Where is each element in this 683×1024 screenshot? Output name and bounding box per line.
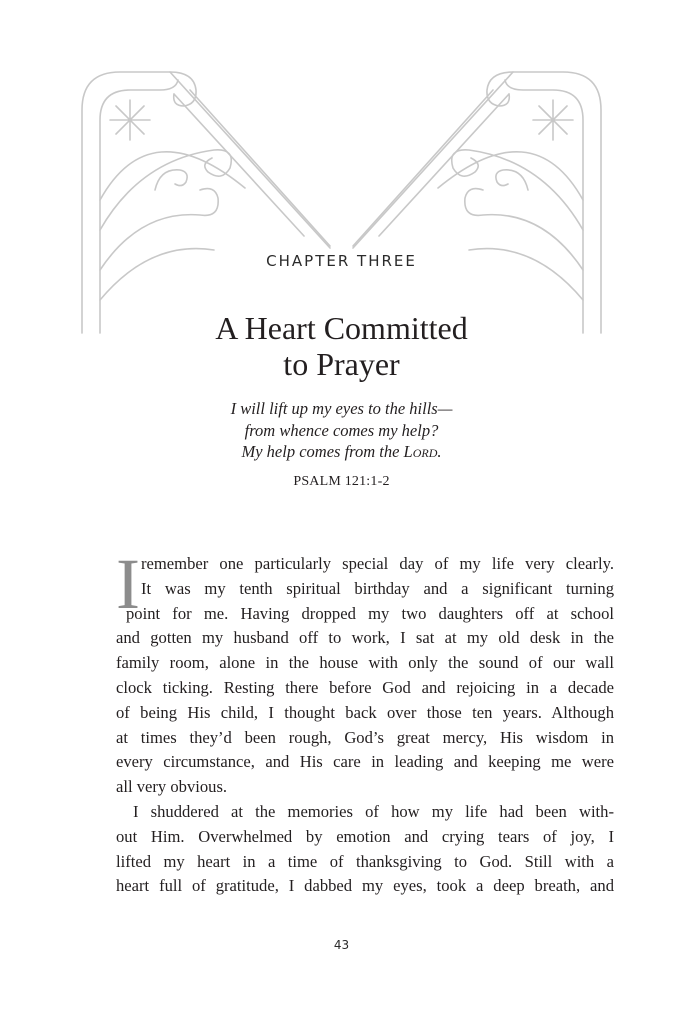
body-line: I shuddered at the memories of how my life had been with- (133, 801, 614, 821)
right-corner-ornament (353, 72, 601, 333)
body-line: family room, alone in the house with only the sound of our wall (116, 653, 614, 673)
epigraph-line-3 (0, 441, 683, 463)
drop-cap: I (116, 544, 140, 624)
left-corner-ornament (82, 72, 330, 333)
epigraph (0, 398, 683, 463)
epigraph-line-1: I will lift up my eyes to the hills— (230, 399, 453, 418)
body-line: of being His child, I thought back over those ten years. Although (116, 702, 614, 722)
body-line: and gotten my husband off to work, I sat at my old desk in the (116, 628, 614, 648)
chapter-title-line-2: to Prayer (283, 346, 400, 382)
body-line: It was my tenth spiritual birthday and a significant turning (141, 578, 614, 598)
epigraph-line-3-prefix: My help comes from the (241, 442, 404, 461)
body-line: clock ticking. Resting there before God and rejoicing in a decade (116, 677, 614, 697)
chapter-label: CHAPTER THREE (266, 252, 417, 270)
epigraph-line-3-suffix: . (437, 442, 442, 461)
body-line: point for me. Having dropped my two daughters off at school (126, 603, 614, 623)
body-line: remember one particularly special day of my life very clearly. (141, 554, 614, 573)
body-text (116, 544, 614, 899)
chapter-ornament (0, 0, 683, 360)
chapter-title-line-1: A Heart Committed (215, 310, 468, 346)
body-line: every circumstance, and His care in leading and keeping me were (116, 752, 614, 772)
chapter-title (0, 310, 683, 382)
epigraph-citation: PSALM 121:1-2 (293, 474, 390, 489)
body-line: out Him. Overwhelmed by emotion and crying tears of joy, I (116, 826, 614, 846)
page-number: 43 (333, 938, 350, 952)
epigraph-line-2: from whence comes my help? (244, 420, 439, 440)
epigraph-lord: Lord (403, 442, 438, 461)
body-line: all very obvious. (116, 777, 228, 797)
body-line: lifted my heart in a time of thanksgiving to God. Still with a (116, 851, 614, 871)
body-line: at times they’d been rough, God’s great mercy, His wisdom in (116, 727, 614, 747)
body-line: heart full of gratitude, I dabbed my eyes, took a deep breath, and (116, 876, 614, 896)
